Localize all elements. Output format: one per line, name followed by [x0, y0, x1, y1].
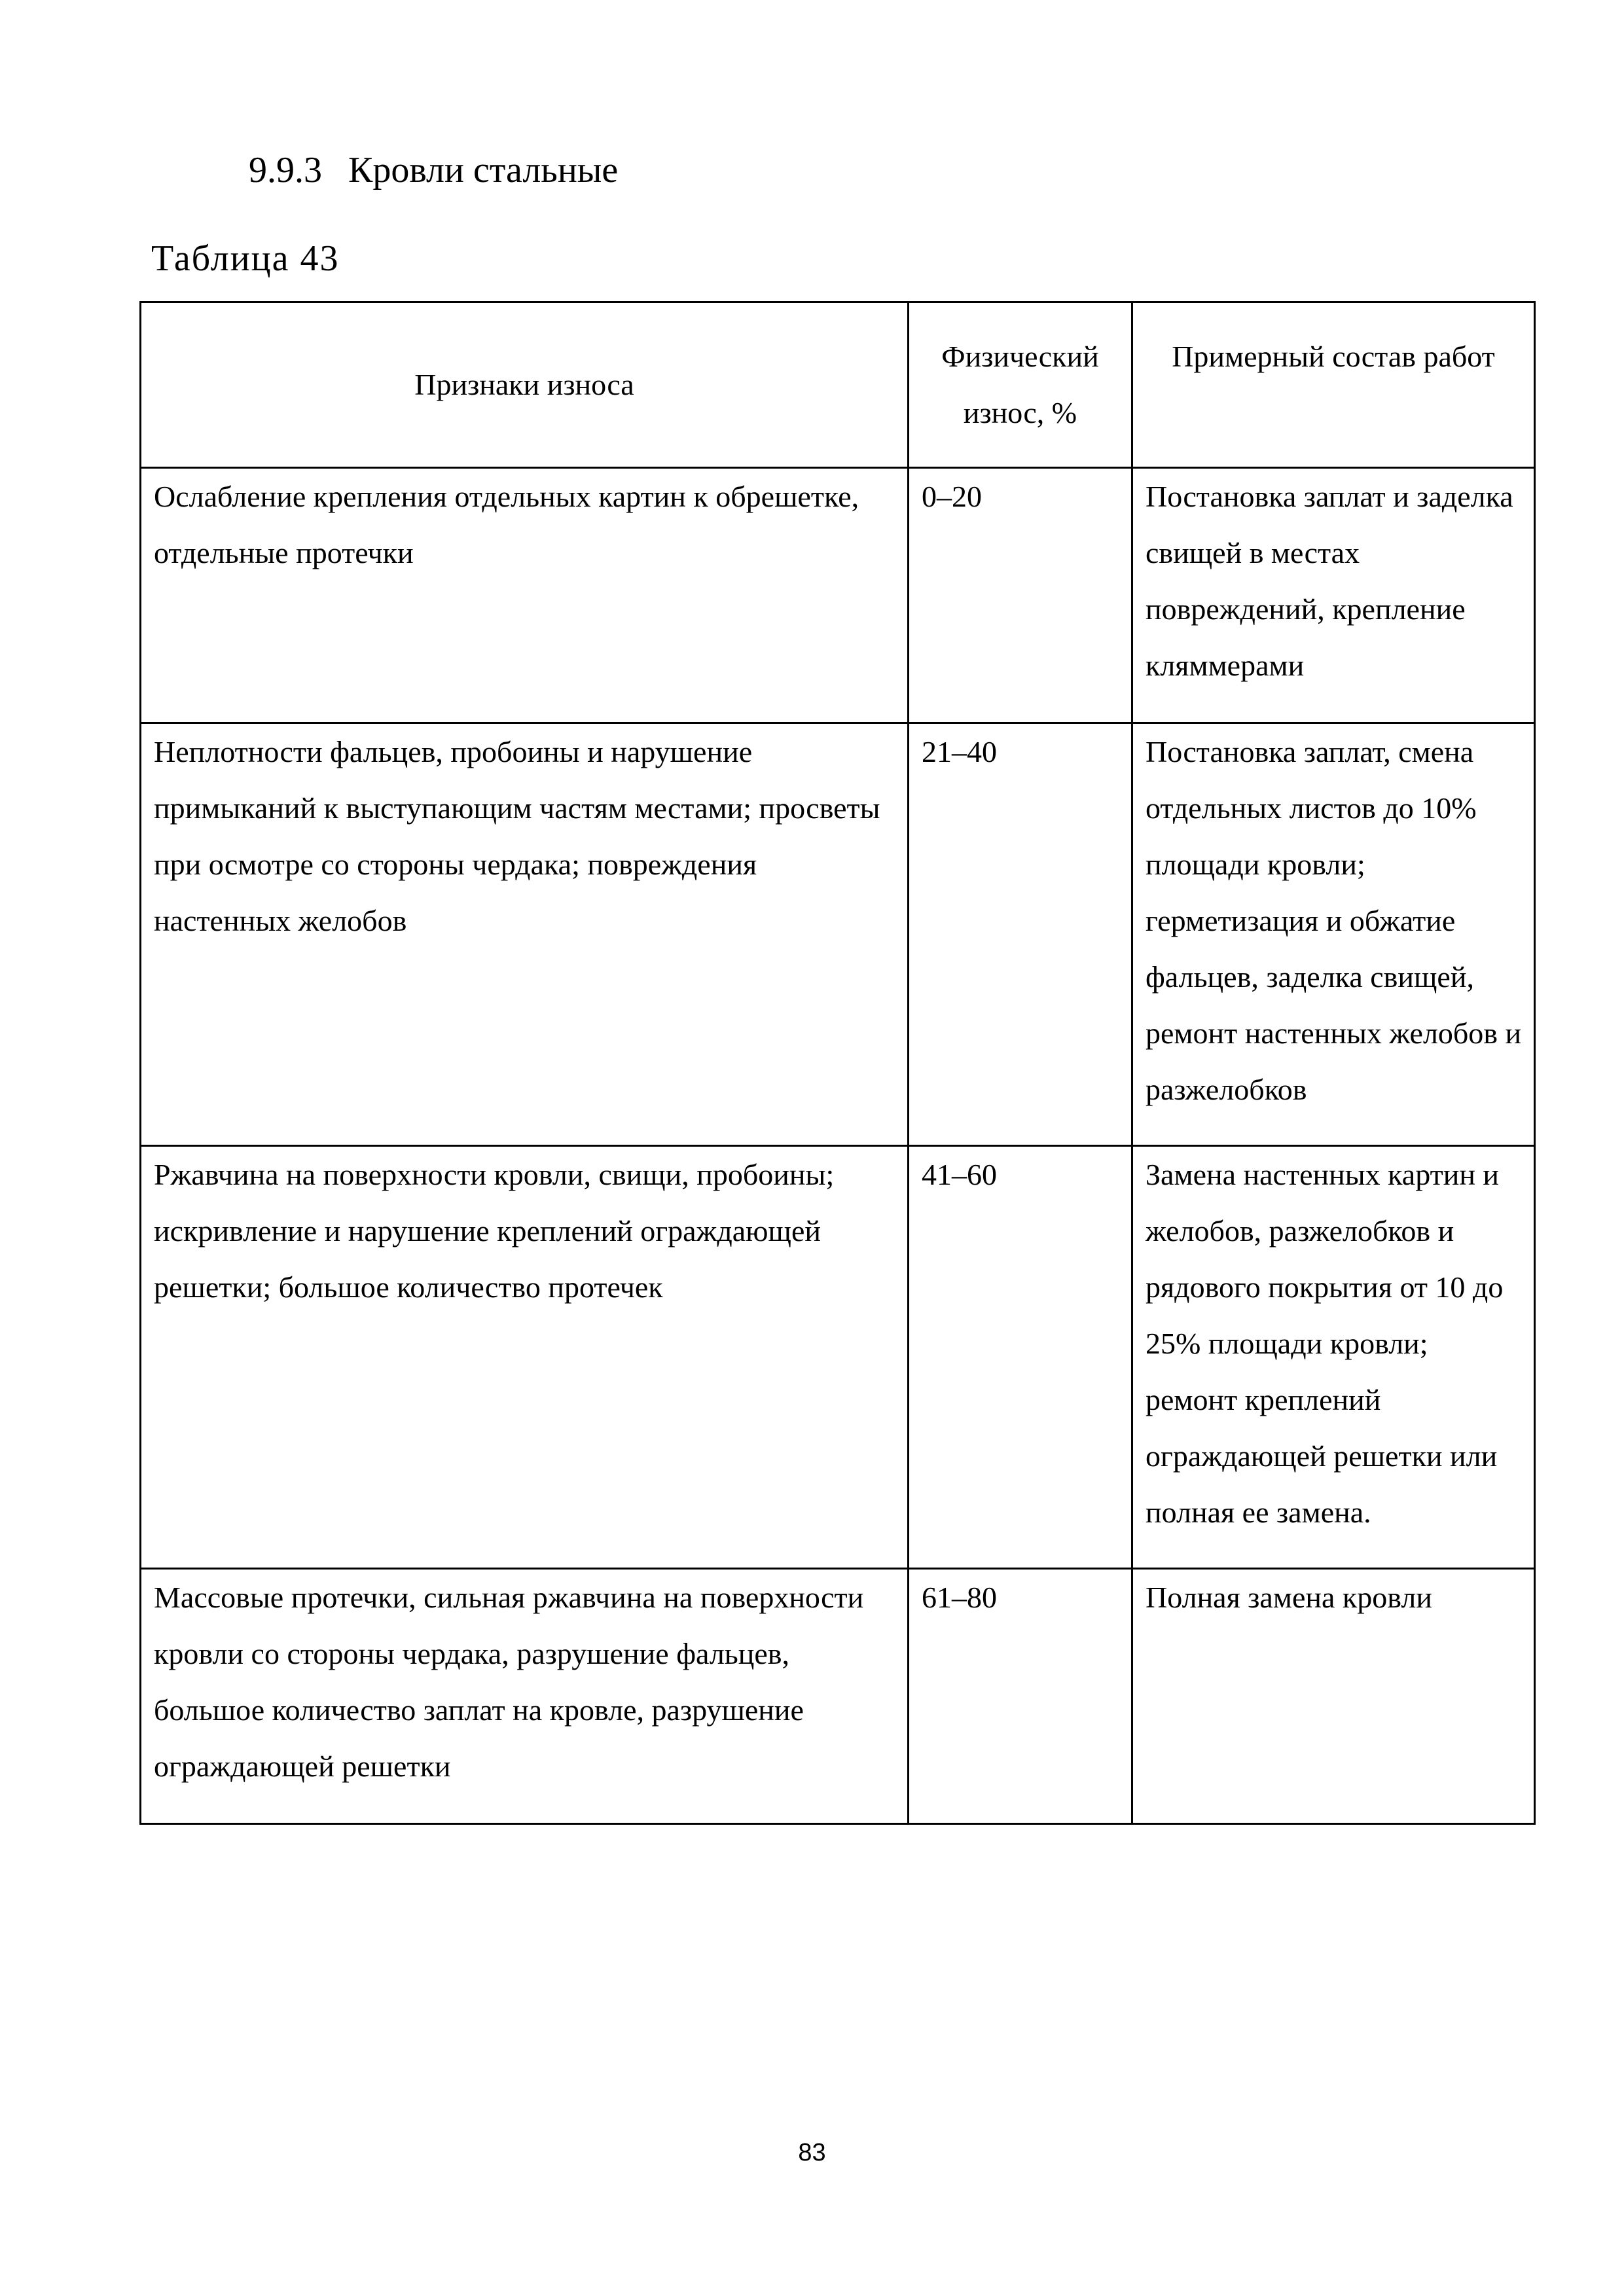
section-number: 9.9.3	[249, 150, 322, 190]
header-wear	[909, 302, 1132, 468]
cell-wear: 41–60	[909, 1146, 1132, 1569]
cell-works: Постановка заплат и заделка свищей в местах повреждений, крепление кляммерами	[1132, 468, 1535, 723]
cell-signs: Ослабление крепления отдельных картин к обрешетке, отдельные протечки	[141, 468, 909, 723]
cell-signs: Неплотности фальцев, пробоины и нарушение примыканий к выступающим частям местами; просветы при осмотре со стороны чердака; повреждения настенных желобов	[141, 723, 909, 1146]
cell-works: Полная замена кровли	[1132, 1569, 1535, 1824]
cell-wear: 21–40	[909, 723, 1132, 1146]
cell-works: Постановка заплат, смена отдельных листов до 10% площади кровли; герметизация и обжатие фальцев, заделка свищей, ремонт настенных желобов и разжелобков	[1132, 723, 1535, 1146]
cell-wear: 61–80	[909, 1569, 1132, 1824]
page-number: 83	[798, 2139, 826, 2166]
header-works: Примерный состав работ	[1132, 302, 1535, 468]
header-signs: Признаки износа	[141, 302, 909, 468]
table-caption: Таблица 43	[151, 238, 340, 279]
table-row	[141, 1569, 1535, 1824]
table-row	[141, 468, 1535, 723]
section-title: Кровли стальные	[348, 150, 619, 190]
table-row	[141, 1146, 1535, 1569]
header-wear-line1: Физический	[941, 340, 1099, 373]
header-wear-line2: износ, %	[963, 396, 1077, 429]
table-header-row	[141, 302, 1535, 468]
table-row	[141, 723, 1535, 1146]
section-heading	[249, 152, 618, 188]
wear-table	[139, 301, 1536, 1825]
cell-signs: Массовые протечки, сильная ржавчина на поверхности кровли со стороны чердака, разрушение фальцев, большое количество заплат на кровле, разрушение ограждающей решетки	[141, 1569, 909, 1824]
cell-wear: 0–20	[909, 468, 1132, 723]
cell-signs: Ржавчина на поверхности кровли, свищи, пробоины; искривление и нарушение креплений ограждающей решетки; большое количество протечек	[141, 1146, 909, 1569]
cell-works: Замена настенных картин и желобов, разжелобков и рядового покрытия от 10 до 25% площади кровли; ремонт креплений ограждающей решетки или полная ее замена.	[1132, 1146, 1535, 1569]
